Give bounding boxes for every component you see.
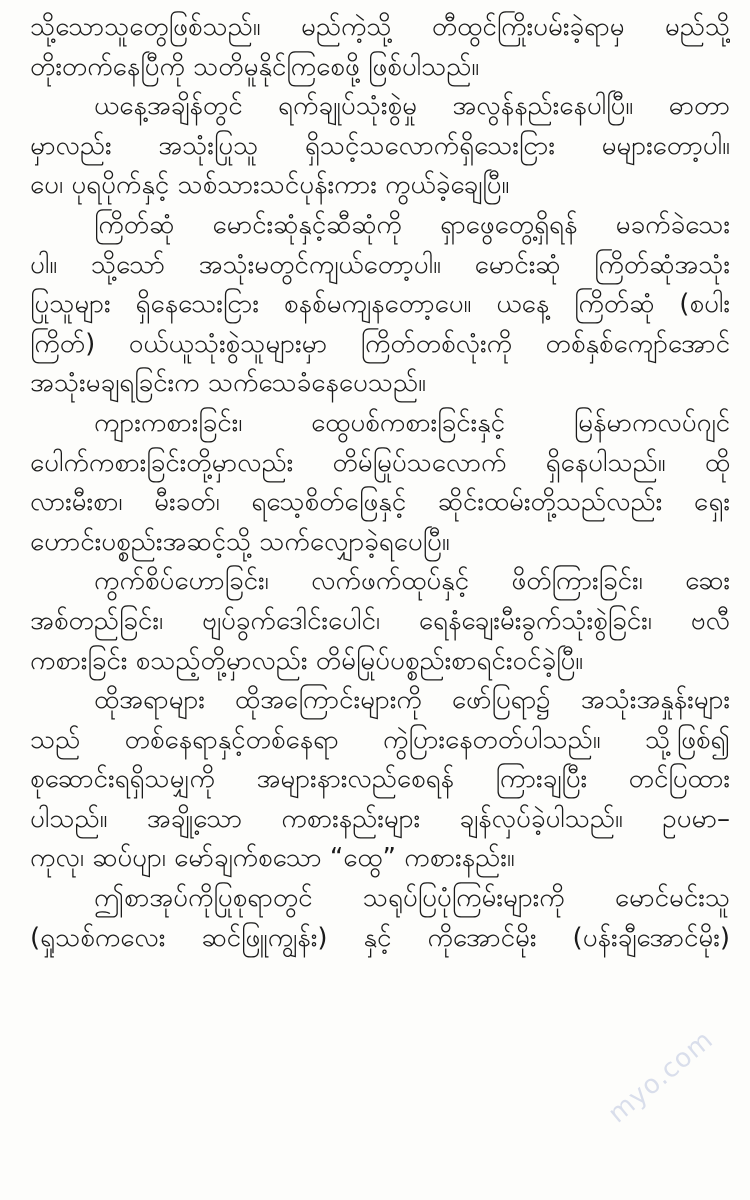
- text-line: အစ်တည်ခြင်း၊ ဗျပ်ခွက်ဒေါင်းပေါင်၊ ရေနံချေးမီးခွက်သုံးစွဲခြင်း၊ ဗလီ: [30, 605, 730, 636]
- text-line: ပြုသူများ ရှိနေသေးငြား စနစ်မကျနတော့ပေ။ ယနေ့ ကြိတ်ဆုံ (စပါး: [30, 289, 730, 320]
- text-line: ယနေ့အချိန်တွင် ရက်ချုပ်သုံးစွဲမှု အလွန်နည်းနေပါပြီ။ ဓာတာ: [94, 91, 730, 122]
- text-line: ကုလု၊ ဆပ်ပျာ၊ မော်ချက်စသော “ထွေ” ကစားနည်း။: [30, 843, 515, 874]
- text-line: ကွက်စိပ်ဟောခြင်း၊ လက်ဖက်ထုပ်နှင့် ဖိတ်ကြားခြင်း၊ ဆေး: [94, 566, 730, 597]
- text-line: တိုးတက်နေပြီကို သတိမူနိုင်ကြစေဖို့ ဖြစ်ပါသည်။: [30, 51, 480, 82]
- text-line: သို့သောသူတွေဖြစ်သည်။ မည်ကဲ့သို့ တီထွင်ကြိုးပမ်းခဲ့ရာမှ မည်သို့: [30, 12, 730, 42]
- text-line: ပေါက်ကစားခြင်းတို့မှာလည်း တိမ်မြုပ်သလောက် ရှိနေပါသည်။ ထို: [30, 447, 730, 478]
- text-line: ကျားကစားခြင်း၊ ထွေပစ်ကစားခြင်းနှင့် မြန်မာကလပ်ဂျင်: [94, 407, 730, 438]
- text-line: ကစားခြင်း စသည့်တို့မှာလည်း တိမ်မြုပ်ပစ္စည်းစာရင်းဝင်ခဲ့ပြီ။: [30, 645, 584, 676]
- text-line: ထိုအရာများ ထိုအကြောင်းများကို ဖော်ပြရာ၌ အသုံးအနှုန်းများ: [94, 685, 730, 716]
- text-line: စုဆောင်းရရှိသမျှကို အများနားလည်စေရန် ကြားချပြီး တင်ပြထား: [30, 764, 730, 795]
- text-line: ဟောင်းပစ္စည်းအဆင့်သို့ သက်လျှောခဲ့ရပေပြီ။: [30, 526, 450, 557]
- text-line: ပေ၊ ပုရပိုက်နှင့် သစ်သားသင်ပုန်းကား ကွယ်ခဲ့ချေပြီ။: [30, 170, 510, 201]
- body-text: [30, 8, 730, 958]
- text-line: ပါ။ သို့သော် အသုံးမတွင်ကျယ်တော့ပါ။ မောင်းဆုံ ကြိတ်ဆုံအသုံး: [30, 249, 730, 280]
- text-line: လားမီးစာ၊ မီးခတ်၊ ရသေ့စိတ်ဖြေနှင့် ဆိုင်းထမ်းတို့သည်လည်း ရှေး: [30, 487, 730, 518]
- text-line: ကြိတ်ဆုံ မောင်းဆုံနှင့်ဆီဆုံကို ရှာဖွေတွေ့ရှိရန် မခက်ခဲသေး: [94, 209, 730, 240]
- text-line: ပါသည်။ အချို့သော ကစားနည်းများ ချန်လှပ်ခဲ့ပါသည်။ ဥပမာ–: [30, 803, 730, 834]
- text-line: (ရှုသစ်ကလေး ဆင်ဖြူကျွန်း) နှင့် ကိုအောင်မိုး (ပန်းချီအောင်မိုး): [30, 922, 730, 953]
- text-line: မှာလည်း အသုံးပြုသူ ရှိသင့်သလောက်ရှိသေးငြား မများတော့ပါ။: [30, 130, 730, 161]
- text-line: အသုံးမချရခြင်းက သက်သေခံနေပေသည်။: [30, 368, 426, 399]
- watermark: myo.com: [602, 1024, 720, 1130]
- text-line: ကြိတ်) ဝယ်ယူသုံးစွဲသူများမှာ ကြိတ်တစ်လုံးကို တစ်နှစ်ကျော်အောင်: [30, 328, 730, 359]
- text-line: ဤစာအုပ်ကိုပြုစုရာတွင် သရုပ်ပြပုံကြမ်းများကို မောင်မင်းသူ: [94, 883, 730, 914]
- text-line: သည် တစ်နေရာနှင့်တစ်နေရာ ကွဲပြားနေတတ်ပါသည်။ သို့ဖြစ်၍: [30, 724, 730, 755]
